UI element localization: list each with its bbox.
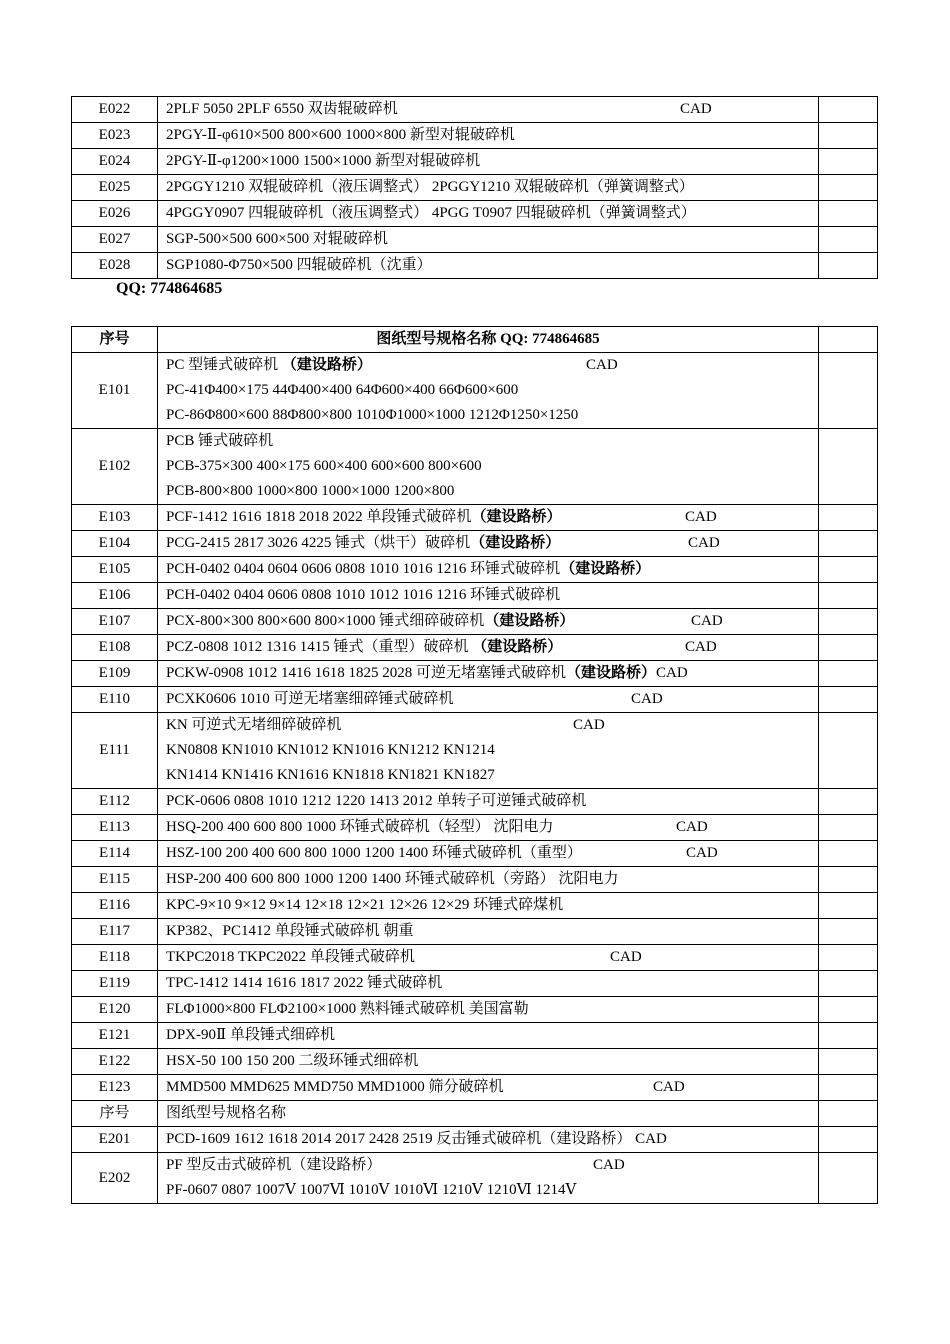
description-text: HSP-200 400 600 800 1000 1200 1400 环锤式破碎机（旁路） 沈阳电力 bbox=[166, 871, 619, 887]
row-description bbox=[158, 123, 819, 149]
cad-tag: CAD bbox=[593, 1157, 625, 1173]
row-description bbox=[158, 353, 819, 429]
builder-tag: （建设路桥） bbox=[566, 665, 657, 681]
row-code: E112 bbox=[72, 789, 158, 815]
row-code: E101 bbox=[72, 353, 158, 429]
cad-tag: CAD bbox=[610, 949, 642, 965]
description-text: KN 可逆式无堵细碎破碎机 bbox=[166, 717, 342, 733]
description-text: KN1414 KN1416 KN1616 KN1818 KN1821 KN1827 bbox=[166, 767, 495, 783]
row-blank bbox=[819, 557, 878, 583]
description-text: PCZ-0808 1012 1316 1415 锤式（重型）破碎机 bbox=[166, 639, 473, 655]
table-row bbox=[72, 1075, 878, 1101]
description-text: PC-41Φ400×175 44Φ400×400 64Φ600×400 66Φ600×600 bbox=[166, 382, 519, 398]
description-text: HSZ-100 200 400 600 800 1000 1200 1400 环锤式破碎机（重型） bbox=[166, 845, 582, 861]
description-text: PCXK0606 1010 可逆无堵塞细碎锤式破碎机 bbox=[166, 691, 454, 707]
table-row bbox=[72, 253, 878, 279]
row-code: E105 bbox=[72, 557, 158, 583]
description-text: PCB-375×300 400×175 600×400 600×600 800×600 bbox=[166, 458, 482, 474]
row-blank bbox=[819, 175, 878, 201]
description-line bbox=[166, 867, 810, 892]
row-description bbox=[158, 713, 819, 789]
table-row bbox=[72, 1023, 878, 1049]
description-text: SGP1080-Φ750×500 四辊破碎机（沈重） bbox=[166, 257, 432, 273]
row-description bbox=[158, 1153, 819, 1204]
row-description bbox=[158, 635, 819, 661]
table-row bbox=[72, 971, 878, 997]
table-row bbox=[72, 841, 878, 867]
table-row bbox=[72, 1049, 878, 1075]
table-row bbox=[72, 175, 878, 201]
row-blank bbox=[819, 429, 878, 505]
row-blank bbox=[819, 893, 878, 919]
cad-tag: CAD bbox=[676, 819, 708, 835]
description-text: 2PGGY1210 双辊破碎机（液压调整式） 2PGGY1210 双辊破碎机（弹簧调整式） bbox=[166, 179, 694, 195]
header-blank bbox=[819, 327, 878, 353]
row-code: E202 bbox=[72, 1153, 158, 1204]
row-blank bbox=[819, 815, 878, 841]
description-text: 2PLF 5050 2PLF 6550 双齿辊破碎机 bbox=[166, 101, 398, 117]
description-line bbox=[166, 429, 810, 454]
description-line bbox=[166, 403, 810, 428]
row-blank bbox=[819, 945, 878, 971]
row-blank bbox=[819, 201, 878, 227]
row-description bbox=[158, 1101, 819, 1127]
row-description bbox=[158, 687, 819, 713]
row-description bbox=[158, 531, 819, 557]
table-row bbox=[72, 867, 878, 893]
row-blank bbox=[819, 123, 878, 149]
row-blank bbox=[819, 353, 878, 429]
row-description bbox=[158, 919, 819, 945]
row-blank bbox=[819, 1023, 878, 1049]
description-text: 图纸型号规格名称 bbox=[166, 1105, 287, 1121]
cad-tag: CAD bbox=[688, 535, 720, 551]
table-row bbox=[72, 353, 878, 429]
row-blank bbox=[819, 971, 878, 997]
table-row bbox=[72, 1101, 878, 1127]
table-row bbox=[72, 789, 878, 815]
description-text: PC 型锤式破碎机 bbox=[166, 357, 282, 373]
row-code: E024 bbox=[72, 149, 158, 175]
description-text: KPC-9×10 9×12 9×14 12×18 12×21 12×26 12×29 环锤式碎煤机 bbox=[166, 897, 564, 913]
row-blank bbox=[819, 1075, 878, 1101]
row-blank bbox=[819, 609, 878, 635]
row-description bbox=[158, 815, 819, 841]
table-row bbox=[72, 505, 878, 531]
description-text: 2PGY-Ⅱ-φ610×500 800×600 1000×800 新型对辊破碎机 bbox=[166, 127, 515, 143]
builder-tag: （建设路桥） bbox=[472, 639, 563, 655]
description-line bbox=[166, 505, 810, 530]
builder-tag: （建设路桥） bbox=[484, 613, 575, 629]
description-line bbox=[166, 557, 810, 582]
row-blank bbox=[819, 867, 878, 893]
row-code: E115 bbox=[72, 867, 158, 893]
row-description bbox=[158, 557, 819, 583]
description-text: PF 型反击式破碎机（建设路桥） bbox=[166, 1157, 382, 1173]
table-row bbox=[72, 997, 878, 1023]
description-text: 2PGY-Ⅱ-φ1200×1000 1500×1000 新型对辊破碎机 bbox=[166, 153, 481, 169]
row-code: E120 bbox=[72, 997, 158, 1023]
row-description bbox=[158, 201, 819, 227]
table-row bbox=[72, 661, 878, 687]
description-text: PCX-800×300 800×600 800×1000 锤式细碎破碎机 bbox=[166, 613, 485, 629]
row-code: E114 bbox=[72, 841, 158, 867]
row-code: E113 bbox=[72, 815, 158, 841]
row-description bbox=[158, 893, 819, 919]
header-title: 图纸型号规格名称 QQ: 774864685 bbox=[158, 327, 819, 353]
description-text: KN0808 KN1010 KN1012 KN1016 KN1212 KN1214 bbox=[166, 742, 495, 758]
table-row bbox=[72, 429, 878, 505]
row-blank bbox=[819, 531, 878, 557]
description-text: PCD-1609 1612 1618 2014 2017 2428 2519 反击锤式破碎机（建设路桥） CAD bbox=[166, 1131, 667, 1147]
cad-tag: CAD bbox=[656, 665, 688, 681]
row-description bbox=[158, 1049, 819, 1075]
row-code: E103 bbox=[72, 505, 158, 531]
row-blank bbox=[819, 253, 878, 279]
table-row bbox=[72, 609, 878, 635]
cad-tag: CAD bbox=[686, 845, 718, 861]
row-code: E104 bbox=[72, 531, 158, 557]
table-header-row bbox=[72, 327, 878, 353]
description-line bbox=[166, 945, 810, 970]
row-code: E110 bbox=[72, 687, 158, 713]
description-text: HSX-50 100 150 200 二级环锤式细碎机 bbox=[166, 1053, 419, 1069]
description-line bbox=[166, 893, 810, 918]
row-description bbox=[158, 867, 819, 893]
description-line bbox=[166, 789, 810, 814]
row-blank bbox=[819, 149, 878, 175]
table-row bbox=[72, 97, 878, 123]
row-code: E102 bbox=[72, 429, 158, 505]
table-row bbox=[72, 123, 878, 149]
row-description bbox=[158, 609, 819, 635]
table-row bbox=[72, 687, 878, 713]
description-text: PC-86Φ800×600 88Φ800×800 1010Φ1000×1000 1212Φ1250×1250 bbox=[166, 407, 579, 423]
row-description bbox=[158, 661, 819, 687]
row-description bbox=[158, 945, 819, 971]
equipment-table-main bbox=[71, 326, 878, 1204]
description-text: MMD500 MMD625 MMD750 MMD1000 筛分破碎机 bbox=[166, 1079, 504, 1095]
row-code: E201 bbox=[72, 1127, 158, 1153]
row-description bbox=[158, 1075, 819, 1101]
row-description bbox=[158, 97, 819, 123]
builder-tag: （建设路桥） bbox=[560, 561, 651, 577]
description-line bbox=[166, 583, 810, 608]
description-line bbox=[166, 997, 810, 1022]
description-text: PCH-0402 0404 0606 0808 1010 1012 1016 1216 环锤式破碎机 bbox=[166, 587, 561, 603]
row-blank bbox=[819, 583, 878, 609]
cad-tag: CAD bbox=[631, 691, 663, 707]
equipment-table-top bbox=[71, 96, 878, 279]
table-row bbox=[72, 919, 878, 945]
row-blank bbox=[819, 505, 878, 531]
description-text: 4PGGY0907 四辊破碎机（液压调整式） 4PGG T0907 四辊破碎机（弹簧调整式） bbox=[166, 205, 696, 221]
cad-tag: CAD bbox=[573, 717, 605, 733]
description-line bbox=[166, 1049, 810, 1074]
row-description bbox=[158, 227, 819, 253]
builder-tag: （建设路桥） bbox=[470, 535, 561, 551]
cad-tag: CAD bbox=[680, 101, 712, 117]
row-description bbox=[158, 789, 819, 815]
row-code: E023 bbox=[72, 123, 158, 149]
row-blank bbox=[819, 687, 878, 713]
description-text: TKPC2018 TKPC2022 单段锤式破碎机 bbox=[166, 949, 415, 965]
table-row bbox=[72, 815, 878, 841]
row-blank bbox=[819, 661, 878, 687]
description-line bbox=[166, 763, 810, 788]
row-blank bbox=[819, 97, 878, 123]
header-seq: 序号 bbox=[72, 327, 158, 353]
table-row bbox=[72, 149, 878, 175]
description-line bbox=[166, 378, 810, 403]
cad-tag: CAD bbox=[685, 639, 717, 655]
row-code: E107 bbox=[72, 609, 158, 635]
row-description bbox=[158, 175, 819, 201]
row-code: E122 bbox=[72, 1049, 158, 1075]
row-description bbox=[158, 583, 819, 609]
description-line bbox=[166, 531, 810, 556]
row-description bbox=[158, 841, 819, 867]
table-row bbox=[72, 635, 878, 661]
row-code: E025 bbox=[72, 175, 158, 201]
description-line bbox=[166, 1101, 810, 1126]
row-code: E111 bbox=[72, 713, 158, 789]
cad-tag: CAD bbox=[586, 357, 618, 373]
row-code: 序号 bbox=[72, 1101, 158, 1127]
description-line bbox=[166, 454, 810, 479]
table-row bbox=[72, 713, 878, 789]
description-line bbox=[166, 1178, 810, 1203]
description-text: PCF-1412 1616 1818 2018 2022 单段锤式破碎机 bbox=[166, 509, 472, 525]
cad-tag: CAD bbox=[653, 1079, 685, 1095]
description-line bbox=[166, 815, 810, 840]
description-text: PCB-800×800 1000×800 1000×1000 1200×800 bbox=[166, 483, 455, 499]
table-row bbox=[72, 945, 878, 971]
row-code: E118 bbox=[72, 945, 158, 971]
row-blank bbox=[819, 713, 878, 789]
description-line bbox=[166, 841, 810, 866]
row-blank bbox=[819, 1127, 878, 1153]
table-row bbox=[72, 201, 878, 227]
description-line bbox=[166, 971, 810, 996]
description-text: DPX-90Ⅱ 单段锤式细碎机 bbox=[166, 1027, 335, 1043]
row-description bbox=[158, 1023, 819, 1049]
row-code: E027 bbox=[72, 227, 158, 253]
description-line bbox=[166, 738, 810, 763]
row-blank bbox=[819, 1049, 878, 1075]
cad-tag: CAD bbox=[685, 509, 717, 525]
description-line bbox=[166, 1153, 810, 1178]
description-line bbox=[166, 609, 810, 634]
table-row bbox=[72, 583, 878, 609]
description-text: FLΦ1000×800 FLΦ2100×1000 熟料锤式破碎机 美国富勒 bbox=[166, 1001, 529, 1017]
description-text: TPC-1412 1414 1616 1817 2022 锤式破碎机 bbox=[166, 975, 443, 991]
description-line bbox=[166, 687, 810, 712]
description-text: PCKW-0908 1012 1416 1618 1825 2028 可逆无堵塞锤式破碎机 bbox=[166, 665, 567, 681]
row-blank bbox=[819, 1101, 878, 1127]
row-code: E106 bbox=[72, 583, 158, 609]
description-text: HSQ-200 400 600 800 1000 环锤式破碎机（轻型） 沈阳电力 bbox=[166, 819, 554, 835]
description-line bbox=[166, 919, 810, 944]
row-blank bbox=[819, 919, 878, 945]
cad-tag: CAD bbox=[691, 613, 723, 629]
description-text: PCB 锤式破碎机 bbox=[166, 433, 274, 449]
description-text: KP382、PC1412 单段锤式破碎机 朝重 bbox=[166, 923, 414, 939]
row-description bbox=[158, 971, 819, 997]
description-text: PCH-0402 0404 0604 0606 0808 1010 1016 1216 环锤式破碎机 bbox=[166, 561, 561, 577]
row-description bbox=[158, 505, 819, 531]
description-line bbox=[166, 713, 810, 738]
description-line bbox=[166, 1127, 810, 1152]
row-blank bbox=[819, 227, 878, 253]
table-row bbox=[72, 531, 878, 557]
description-line bbox=[166, 1075, 810, 1100]
row-code: E026 bbox=[72, 201, 158, 227]
table-row bbox=[72, 1153, 878, 1204]
description-text: SGP-500×500 600×500 对辊破碎机 bbox=[166, 231, 388, 247]
row-blank bbox=[819, 635, 878, 661]
row-code: E116 bbox=[72, 893, 158, 919]
row-code: E109 bbox=[72, 661, 158, 687]
description-text: PCK-0606 0808 1010 1212 1220 1413 2012 单转子可逆锤式破碎机 bbox=[166, 793, 587, 809]
row-code: E022 bbox=[72, 97, 158, 123]
row-code: E028 bbox=[72, 253, 158, 279]
table-row bbox=[72, 227, 878, 253]
row-code: E108 bbox=[72, 635, 158, 661]
description-line bbox=[166, 635, 810, 660]
description-text: PCG-2415 2817 3026 4225 锤式（烘干）破碎机 bbox=[166, 535, 471, 551]
row-code: E123 bbox=[72, 1075, 158, 1101]
qq-contact: QQ: 774864685 bbox=[116, 280, 223, 297]
row-blank bbox=[819, 1153, 878, 1204]
description-line bbox=[166, 353, 810, 378]
table-row bbox=[72, 893, 878, 919]
row-blank bbox=[819, 841, 878, 867]
table-row bbox=[72, 557, 878, 583]
row-description bbox=[158, 253, 819, 279]
row-description bbox=[158, 1127, 819, 1153]
row-description bbox=[158, 149, 819, 175]
row-blank bbox=[819, 997, 878, 1023]
row-description bbox=[158, 429, 819, 505]
description-text: PF-0607 0807 1007Ⅴ 1007Ⅵ 1010Ⅴ 1010Ⅵ 1210Ⅴ 1210Ⅵ 1214Ⅴ bbox=[166, 1182, 577, 1198]
row-blank bbox=[819, 789, 878, 815]
description-line bbox=[166, 479, 810, 504]
row-code: E121 bbox=[72, 1023, 158, 1049]
builder-tag: （建设路桥） bbox=[471, 509, 562, 525]
description-line bbox=[166, 661, 810, 686]
row-description bbox=[158, 997, 819, 1023]
builder-tag: （建设路桥） bbox=[281, 357, 372, 373]
description-line bbox=[166, 1023, 810, 1048]
table-row bbox=[72, 1127, 878, 1153]
row-code: E117 bbox=[72, 919, 158, 945]
row-code: E119 bbox=[72, 971, 158, 997]
